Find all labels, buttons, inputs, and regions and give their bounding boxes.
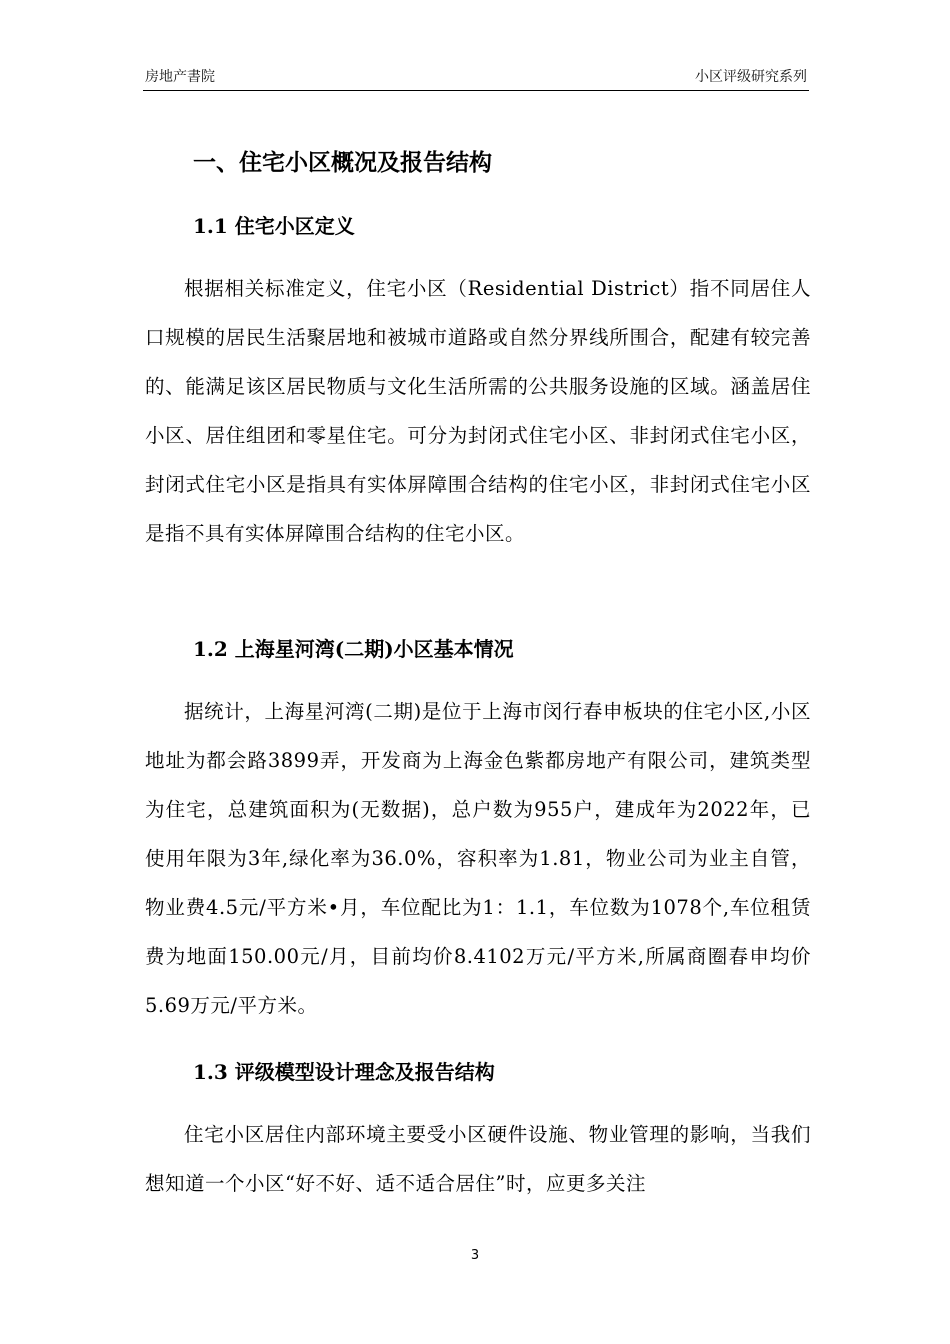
- header-series-title: 小区评级研究系列: [695, 69, 807, 85]
- header-publisher: 房地产書院: [145, 69, 215, 85]
- page-header: [145, 66, 807, 88]
- section-heading: 一、住宅小区概况及报告结构: [193, 149, 492, 176]
- paragraph-model-design: 住宅小区居住内部环境主要受小区硬件设施、物业管理的影响，当我们想知道一个小区“好不好、适不适合居住”时，应更多关注: [145, 1123, 811, 1195]
- paragraph-basic-info: 据统计，上海星河湾(二期)是位于上海市闵行春申板块的住宅小区,小区地址为都会路3899弄，开发商为上海金色紫都房地产有限公司，建筑类型为住宅，总建筑面积为(无数据)，总户数为955户，建成年为2022年，已使用年限为3年,绿化率为36.0%，容积率为1.81，物业公司为业主自管，物业费4.5元/平方米•月，车位配比为1：1.1，车位数为1078个,车位租赁费为地面150.00元/月，目前均价8.4102万元/平方米,所属商圈春申均价5.69万元/平方米。: [145, 700, 811, 1017]
- subsection-heading-1-2: 1.2 上海星河湾(二期)小区基本情况: [193, 637, 514, 661]
- subsection-heading-1-3: 1.3 评级模型设计理念及报告结构: [193, 1060, 495, 1084]
- subsection-heading-1-1: 1.1 住宅小区定义: [193, 214, 355, 238]
- paragraph-definition: 根据相关标准定义，住宅小区（Residential District）指不同居住人口规模的居民生活聚居地和被城市道路或自然分界线所围合，配建有较完善的、能满足该区居民物质与文化生活所需的公共服务设施的区域。涵盖居住小区、居住组团和零星住宅。可分为封闭式住宅小区、非封闭式住宅小区，封闭式住宅小区是指具有实体屏障围合结构的住宅小区，非封闭式住宅小区是指不具有实体屏障围合结构的住宅小区。: [145, 277, 811, 545]
- header-divider: [143, 90, 809, 91]
- page-number: 3: [470, 1248, 480, 1263]
